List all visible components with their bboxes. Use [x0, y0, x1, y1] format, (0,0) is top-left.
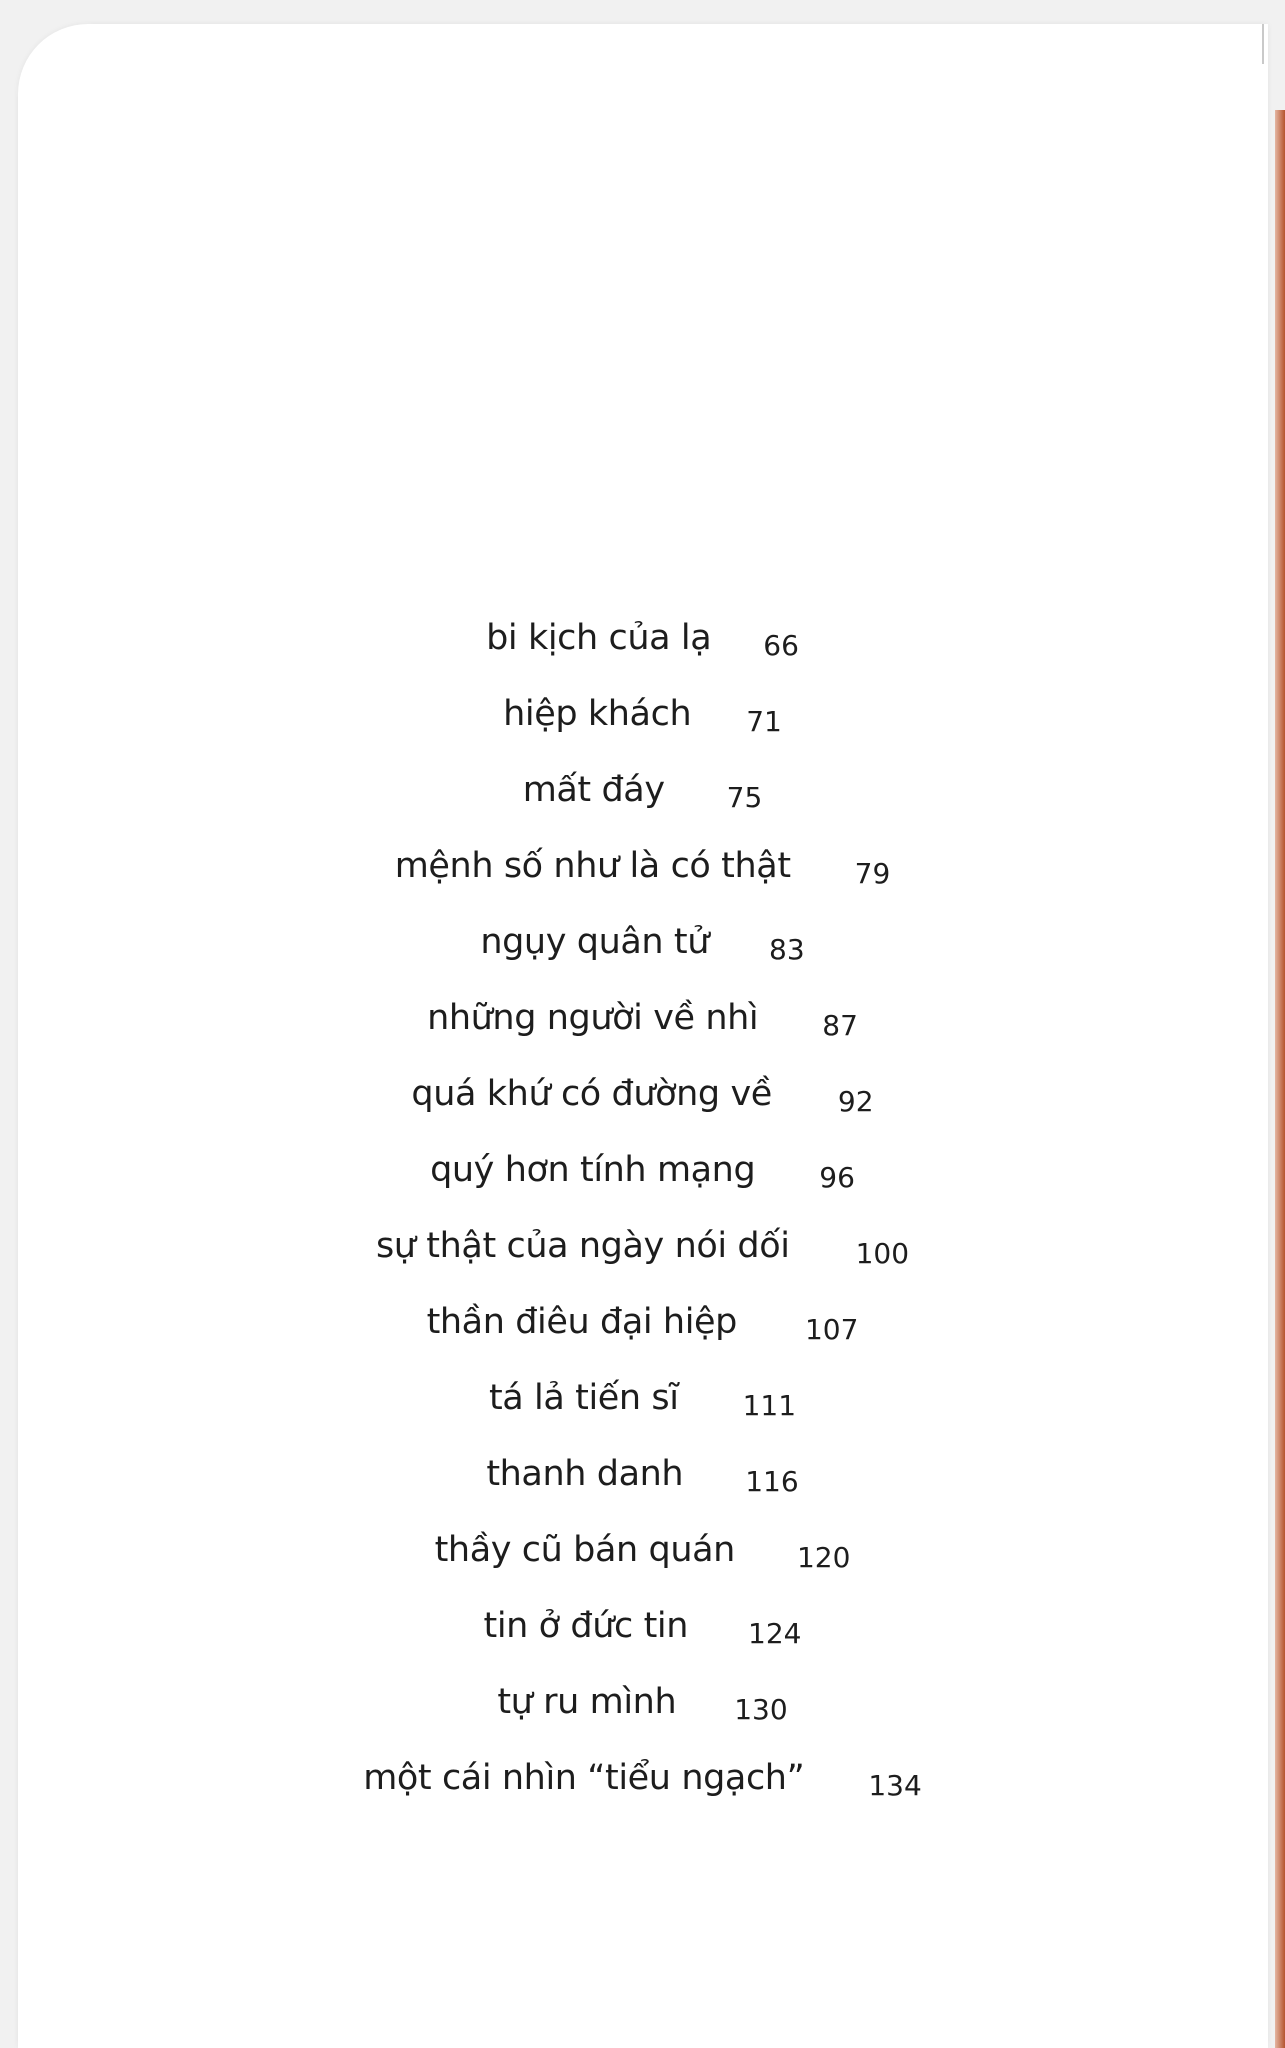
toc-entry-page: 130	[734, 1693, 788, 1726]
toc-entry-page: 83	[769, 933, 805, 966]
toc-entry-title: hiệp khách	[503, 694, 692, 734]
toc-entry	[0, 694, 1285, 770]
toc-entry-page: 120	[796, 1541, 851, 1574]
toc-entry	[0, 1454, 1285, 1530]
toc-entry-title: mất đáy	[522, 770, 665, 810]
toc-entry-page: 124	[748, 1617, 802, 1650]
toc-entry	[0, 1150, 1285, 1226]
toc-entry-title: bi kịch của lạ	[486, 618, 712, 658]
toc-entry-page: 66	[763, 629, 799, 662]
toc-entry-page: 100	[855, 1237, 910, 1270]
toc-entry-title: thanh danh	[486, 1454, 684, 1494]
toc-entry	[0, 1606, 1285, 1682]
toc-entry	[0, 1302, 1285, 1378]
toc-entry	[0, 1682, 1285, 1758]
toc-entry-page: 75	[726, 781, 763, 814]
toc-entry-page: 111	[742, 1389, 797, 1422]
toc-entry-title: sự thật của ngày nói dối	[375, 1226, 790, 1266]
toc-entry-title: tin ở đức tin	[483, 1606, 689, 1646]
page-crease	[1262, 24, 1264, 64]
toc-entry	[0, 1758, 1285, 1834]
toc-entry-page: 92	[837, 1085, 874, 1118]
toc-entry	[0, 618, 1285, 694]
toc-entry-page: 79	[854, 857, 891, 890]
toc-entry-page: 96	[819, 1161, 855, 1194]
toc-entry-page: 87	[822, 1009, 858, 1042]
toc-entry	[0, 1226, 1285, 1302]
toc-entry-page: 134	[868, 1769, 922, 1802]
toc-entry-title: thần điêu đại hiệp	[426, 1302, 737, 1342]
toc-entry	[0, 922, 1285, 998]
toc-entry-page: 116	[745, 1465, 799, 1498]
toc-entry	[0, 1074, 1285, 1150]
toc-entry	[0, 1378, 1285, 1454]
toc-entry-title: những người về nhì	[427, 998, 759, 1038]
toc-entry-title: quý hơn tính mạng	[430, 1150, 756, 1190]
toc-entry	[0, 770, 1285, 846]
toc-entry	[0, 1530, 1285, 1606]
toc-entry-page: 71	[746, 705, 782, 738]
toc-entry-page: 107	[804, 1313, 859, 1346]
toc-entry-title: tự ru mình	[497, 1682, 677, 1722]
toc-entry-title: một cái nhìn “tiểu ngạch”	[363, 1758, 805, 1798]
toc-entry-title: quá khứ có đường về	[411, 1074, 772, 1114]
toc-entry	[0, 998, 1285, 1074]
table-of-contents	[0, 618, 1285, 1834]
toc-entry	[0, 846, 1285, 922]
toc-entry-title: thầy cũ bán quán	[434, 1530, 735, 1570]
toc-entry-title: tá lả tiến sĩ	[488, 1378, 679, 1418]
toc-entry-title: mệnh số như là có thật	[394, 846, 791, 886]
toc-entry-title: ngụy quân tử	[480, 922, 710, 962]
